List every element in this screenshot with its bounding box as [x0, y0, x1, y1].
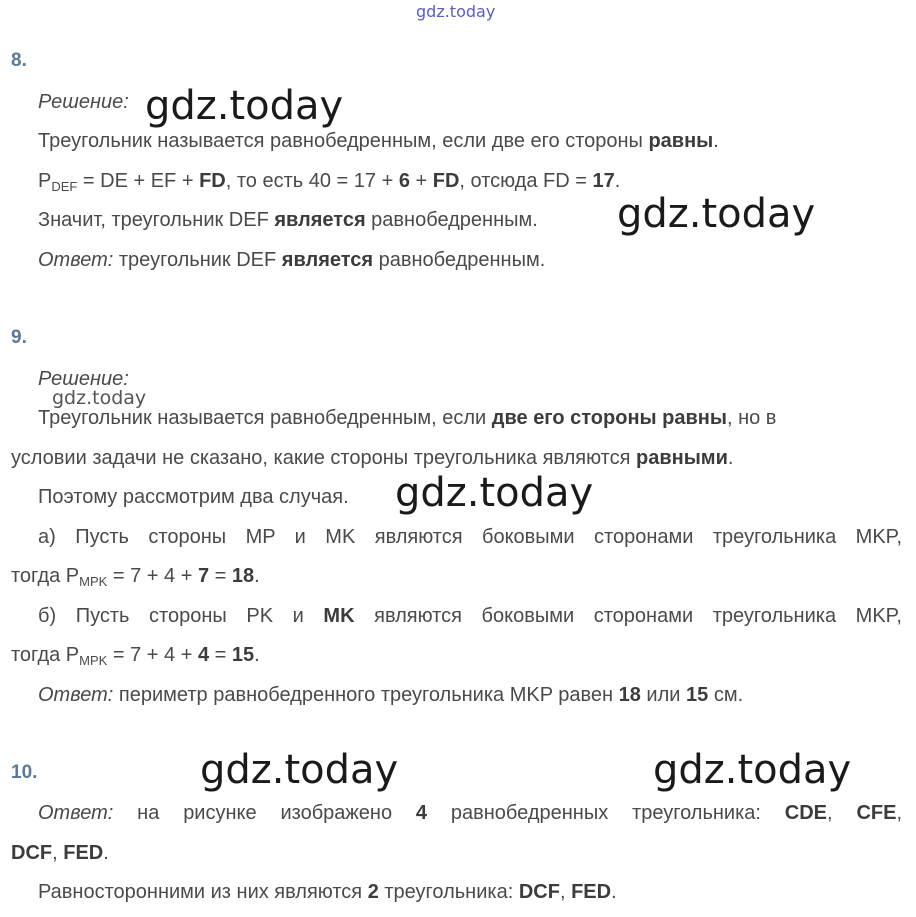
task8-line3: Значит, треугольник DEF является равнобедренным.	[38, 209, 538, 231]
watermark-8b: gdz.today	[617, 191, 816, 237]
solution-label-8: Решение:	[38, 91, 129, 113]
task10-line3: Равносторонними из них являются 2 треугольника: DCF, FED.	[38, 881, 617, 903]
watermark-9: gdz.today	[395, 470, 594, 516]
task9-line3: Поэтому рассмотрим два случая.	[38, 486, 349, 508]
task9-line1: Треугольник называется равнобедренным, если две его стороны равны, но в	[38, 407, 777, 429]
task9-case-a-line1: а) Пусть стороны MP и MK являются боковыми сторонами треугольника MKP,	[38, 526, 902, 548]
task9-case-b-line1: б) Пусть стороны PK и MK являются боковыми сторонами треугольника MKP,	[38, 605, 902, 627]
watermark-9-small: gdz.today	[52, 387, 147, 409]
task8-line1: Треугольник называется равнобедренным, если две его стороны равны.	[38, 130, 719, 152]
task-number-10: 10.	[11, 762, 38, 783]
task9-line2: условии задачи не сказано, какие стороны треугольника являются равными.	[11, 447, 734, 469]
watermark-top: gdz.today	[416, 2, 496, 21]
task9-case-b-line2: тогда $P_{MPK} = 7 + 4 + 4 = 15$.	[11, 644, 260, 668]
task-number-8: 8.	[11, 50, 27, 71]
watermark-10b: gdz.today	[653, 747, 852, 793]
solution-label-9: Решение:	[38, 368, 129, 390]
task10-line2: DCF, FED.	[11, 842, 109, 864]
task9-case-a-line2: тогда $P_{MPK} = 7 + 4 + 7 = 18$.	[11, 565, 260, 589]
task-number-9: 9.	[11, 327, 27, 348]
watermark-8a: gdz.today	[145, 83, 344, 129]
task8-line2: $P_{DEF}$ = DE + EF + FD, то есть 40 = 17 + 6 + FD, отсюда FD = 17.	[38, 170, 621, 194]
watermark-10a: gdz.today	[200, 747, 399, 793]
task8-answer: Ответ: треугольник DEF является равнобедренным.	[38, 249, 546, 271]
task9-answer: Ответ: периметр равнобедренного треугольника MKP равен 18 или 15 см.	[38, 684, 744, 706]
task10-line1: Ответ: на рисунке изображено 4 равнобедренных треугольника: CDE, CFE,	[38, 802, 902, 824]
